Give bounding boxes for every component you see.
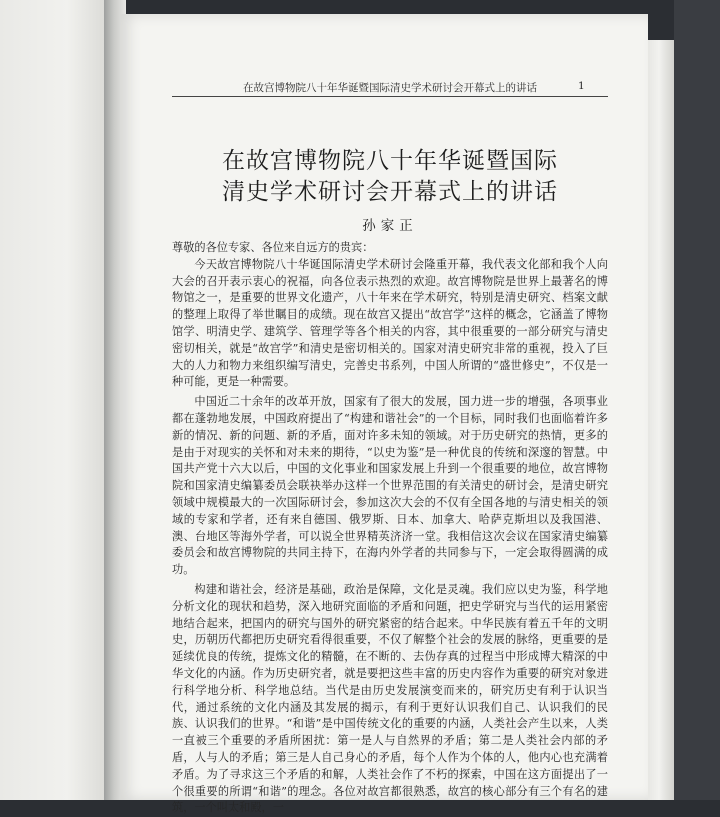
background-right bbox=[674, 0, 720, 800]
title-line-2: 清史学术研讨会开幕式上的讲话 bbox=[222, 179, 558, 205]
title-line-1: 在故宫博物院八十年华诞暨国际 bbox=[222, 148, 558, 174]
paragraph: 构建和谐社会，经济是基础，政治是保障，文化是灵魂。我们应以史为鉴，科学地分析文化的现状和趋势，深入地研究面临的矛盾和问题，把史学研究与当代的运用紧密地结合起来，把国内的研究与国外的研究紧密的结合起来。中华民族有着五千年的文明史，历朝历代都把历史研究看得很重要，不仅了解整个社会的发展的脉络，更重要的是延续优良的传统，提炼文化的精髓，在不断的、去伪存真的过程当中形成博大精深的中华文化的内涵。作为历史研究者，就是要把这些丰富的历史内容作为重要的研究对象进行科学地分析、科学地总结。当代是由历史发展演变而来的，研究历史有利于认识当代，通过系统的文化内涵及其发展的揭示，有利于更好认识我们自己、认识我们的民族、认识我们的世界。“和谐”是中国传统文化的重要的内涵，人类社会产生以来，人类一直被三个重要的矛盾所困扰：第一是人与自然界的矛盾；第二是人类社会内部的矛盾，人与人的矛盾；第三是人自己身心的矛盾，每个人作为个体的人，他内心也充满着矛盾。为了寻求这三个矛盾的和解，人类社会作了不朽的探索，中国在这方面提出了一个很重要的所谓“和谐”的理念。各位对故宫都很熟悉，故宫的核心部分有三个有名的建筑，一个叫太和殿，一 bbox=[172, 582, 608, 815]
header-rule bbox=[172, 96, 608, 97]
page-stack-edge bbox=[644, 40, 674, 800]
article-title bbox=[172, 146, 608, 208]
article-body bbox=[172, 240, 608, 817]
article-author: 孙家正 bbox=[362, 218, 418, 234]
paragraph: 今天故宫博物院八十华诞国际清史学术研讨会隆重开幕，我代表文化部和我个人向大会的召开表示衷心的祝福，向各位表示热烈的欢迎。故宫博物院是世界上最著名的博物馆之一，是重要的世界文化遗产，八十年来在学术研究，特别是清史研究、档案文献的整理上取得了举世瞩目的成绩。现在故宫又提出“故宫学”这样的概念，它涵盖了博物馆学、明清史学、建筑学、管理学等各个相关的内容，其中很重要的一部分研究与清史密切相关，就是“故宫学”和清史是密切相关的。国家对清史研究非常的重视，投入了巨大的人力和物力来组织编写清史，完善史书系列，中国人所谓的“盛世修史”，不仅是一种可能，更是一种需要。 bbox=[172, 257, 608, 389]
page-number: 1 bbox=[578, 80, 585, 92]
running-head: 在故宫博物院八十年华诞暨国际清史学术研讨会开幕式上的讲话 bbox=[243, 82, 537, 94]
salutation: 尊敬的各位专家、各位来自远方的贵宾： bbox=[172, 241, 374, 254]
paragraph: 中国近二十余年的改革开放，国家有了很大的发展，国力进一步的增强，各项事业都在蓬勃地发展，中国政府提出了“构建和谐社会”的一个目标，同时我们也面临着许多新的情况、新的问题、新的矛盾，面对许多未知的领域。对于历史研究的热情，更多的是由于对现实的关怀和对未来的期待，“以史为鉴”是一种优良的传统和深邃的智慧。中国共产党十六大以后，中国的文化事业和国家发展上升到一个很重要的地位，故宫博物院和国家清史编纂委员会联袂举办这样一个世界范围的有关清史的研讨会，是清史研究领域中规模最大的一次国际研讨会，参加这次大会的不仅有全国各地的与清史相关的领域的专家和学者，还有来自德国、俄罗斯、日本、加拿大、哈萨克斯坦以及我国港、澳、台地区等海外学者，可以说全世界精英济济一堂。我相信这次会议在国家清史编纂委员会和故宫博物院的共同主持下，在海内外学者的共同参与下，一定会取得圆满的成功。 bbox=[172, 395, 608, 577]
left-page bbox=[0, 0, 112, 800]
